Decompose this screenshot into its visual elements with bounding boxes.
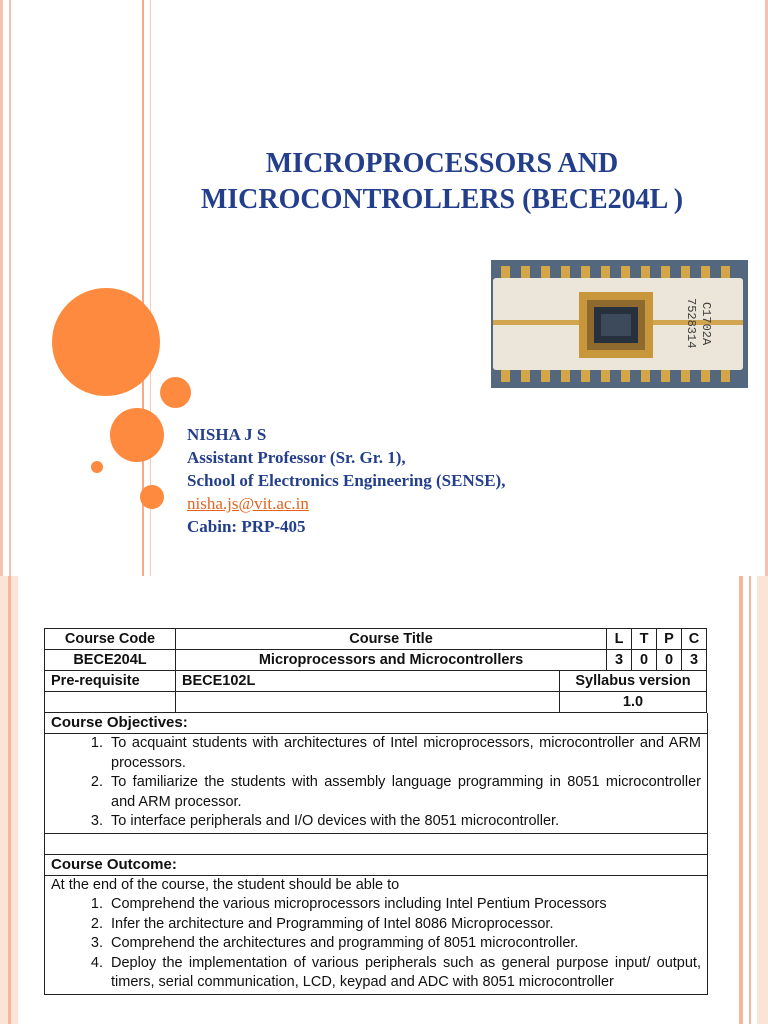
objective-item: 3. To interface peripherals and I/O devices with the 8051 microcontroller. (107, 812, 701, 832)
title-line-2: MICROCONTROLLERS (BECE204L ) (200, 184, 684, 215)
objectives-heading: Course Objectives: (44, 713, 708, 734)
prereq-label: Pre-requisite (45, 671, 176, 692)
objectives-list (51, 734, 701, 832)
author-name: NISHA J S (187, 425, 267, 444)
objectives-section (44, 734, 708, 834)
author-cabin: Cabin: PRP-405 (187, 517, 306, 536)
author-position: Assistant Professor (Sr. Gr. 1), (187, 448, 406, 467)
outcome-list (51, 895, 701, 993)
author-email-link[interactable]: nisha.js@vit.ac.in (187, 494, 309, 513)
chip-marking: 7528314 (684, 298, 698, 349)
decor-stripe (0, 0, 3, 576)
course-title: Microprocessors and Microcontrollers (176, 650, 607, 671)
empty-cell (176, 692, 560, 713)
decor-stripe (739, 576, 743, 1024)
header-course-title: Course Title (176, 629, 607, 650)
outcome-intro: At the end of the course, the student should be able to (51, 876, 400, 893)
decor-circle (110, 408, 164, 462)
value-t: 0 (632, 650, 657, 671)
outcome-item: 4. Deploy the implementation of various peripherals such as general purpose input/ output, timers, serial communication, LCD, keypad and ADC with 8051 microcontroller (107, 954, 701, 993)
decor-circle (140, 485, 164, 509)
author-block (187, 423, 505, 538)
course-code: BECE204L (45, 650, 176, 671)
outcome-item: 3. Comprehend the architectures and programming of 8051 microcontroller. (107, 934, 701, 954)
objective-item: 1. To acquaint students with architectures of Intel microprocessors, microcontroller and ARM processors. (107, 734, 701, 773)
objective-item: 2. To familiarize the students with assembly language programming in 8051 microcontroller and ARM processor. (107, 773, 701, 812)
outcome-item: 2. Infer the architecture and Programming of Intel 8086 Microprocessor. (107, 915, 701, 935)
outcome-item: 1. Comprehend the various microprocessors including Intel Pentium Processors (107, 895, 701, 915)
title-line-1: MICROPROCESSORS AND (265, 148, 619, 179)
decor-circle (91, 461, 103, 473)
decor-circle (160, 377, 191, 408)
course-syllabus (44, 628, 708, 995)
course-info-table (44, 628, 707, 713)
header-course-code: Course Code (45, 629, 176, 650)
header-p: P (657, 629, 682, 650)
value-c: 3 (682, 650, 707, 671)
value-l: 3 (607, 650, 632, 671)
syllabus-version-value: 1.0 (560, 692, 707, 713)
decor-stripe (9, 0, 11, 576)
value-p: 0 (657, 650, 682, 671)
decor-stripe (757, 576, 768, 1024)
chip-image (491, 260, 748, 388)
outcome-heading: Course Outcome: (44, 855, 708, 876)
header-l: L (607, 629, 632, 650)
slide-title (150, 146, 734, 218)
chip-marking: C1702A (699, 302, 713, 346)
syllabus-slide (0, 576, 768, 1024)
syllabus-version-label: Syllabus version (560, 671, 707, 692)
decor-stripe (749, 576, 751, 1024)
outcome-section (44, 876, 708, 995)
prereq-value: BECE102L (176, 671, 560, 692)
blank-row (44, 834, 708, 855)
empty-cell (45, 692, 176, 713)
header-t: T (632, 629, 657, 650)
author-school: School of Electronics Engineering (SENSE), (187, 471, 506, 490)
header-c: C (682, 629, 707, 650)
decor-circle (52, 288, 160, 396)
decor-stripe (8, 576, 11, 1024)
